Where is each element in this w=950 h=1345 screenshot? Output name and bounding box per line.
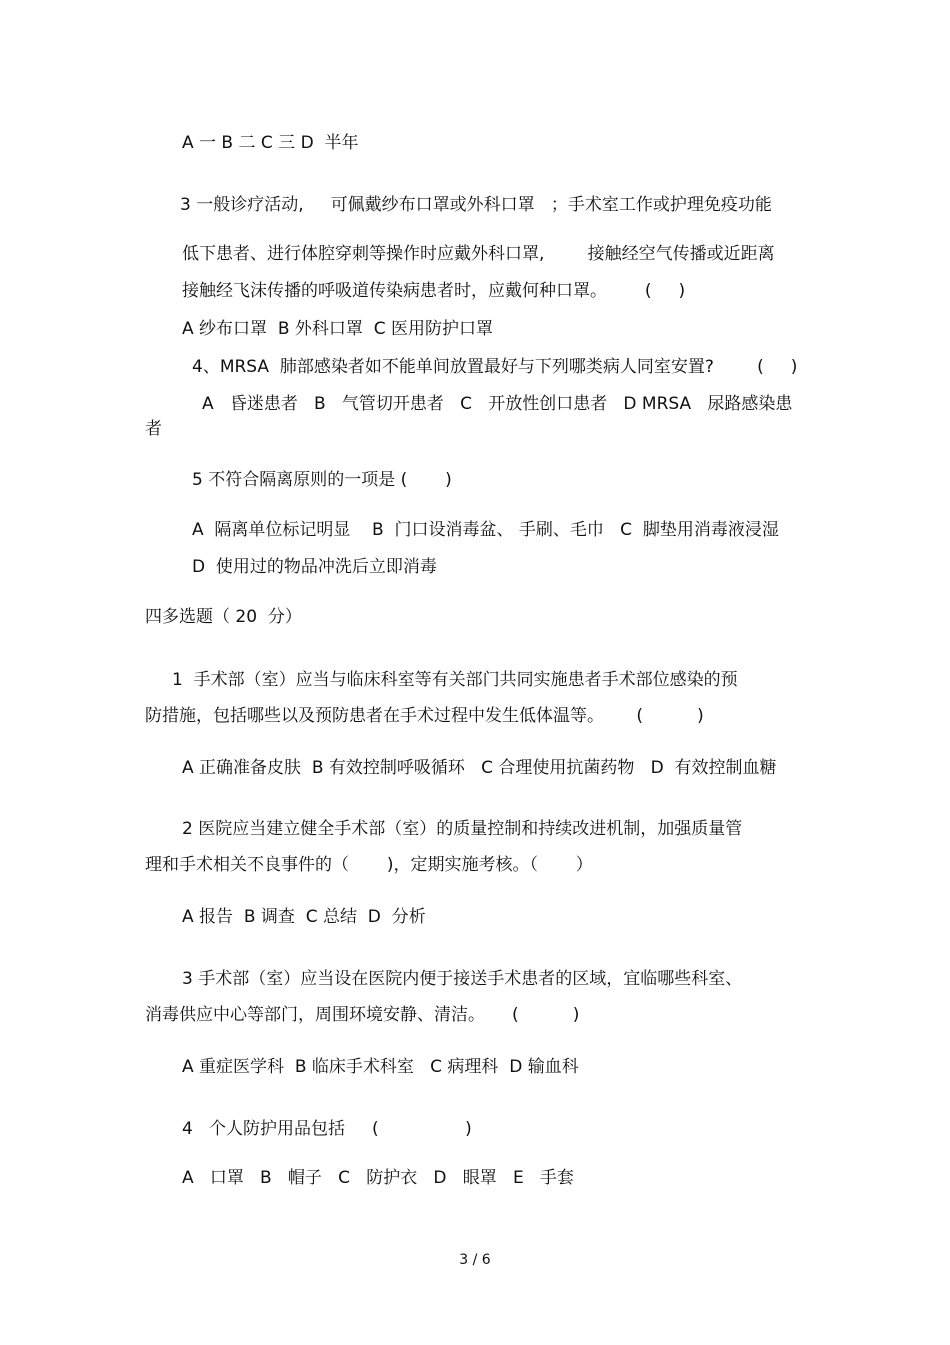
- text-line: A 一 B 二 C 三 D 半年: [182, 133, 359, 153]
- text-line: 防措施，包括哪些以及预防患者在手术过程中发生低体温等。 ( ): [145, 706, 704, 726]
- text-line: 2 医院应当建立健全手术部（室）的质量控制和持续改进机制，加强质量管: [182, 819, 743, 839]
- text-line: 5 不符合隔离原则的一项是 ( ): [192, 470, 452, 490]
- text-line: 者: [145, 419, 162, 439]
- text-line: 接触经飞沫传播的呼吸道传染病患者时，应戴何种口罩。 ( ): [182, 281, 686, 301]
- text-line: A 重症医学科 B 临床手术科室 C 病理科 D 输血科: [182, 1057, 579, 1077]
- text-line: D 使用过的物品冲洗后立即消毒: [192, 557, 437, 577]
- text-line: A 纱布口罩 B 外科口罩 C 医用防护口罩: [182, 319, 493, 339]
- text-line: 理和手术相关不良事件的（ )，定期实施考核。（ ）: [145, 855, 593, 875]
- text-line: 3 一般诊疗活动, 可佩戴纱布口罩或外科口罩 ；手术室工作或护理免疫功能: [180, 195, 772, 215]
- text-line: A 正确准备皮肤 B 有效控制呼吸循环 C 合理使用抗菌药物 D 有效控制血糖: [182, 758, 777, 778]
- text-line: A 隔离单位标记明显 B 门口设消毒盆、 手刷、毛巾 C 脚垫用消毒液浸湿: [192, 520, 779, 540]
- text-line: 1 手术部（室）应当与临床科室等有关部门共同实施患者手术部位感染的预: [172, 670, 738, 690]
- text-line: 4、MRSA 肺部感染者如不能单间放置最好与下列哪类病人同室安置? ( ): [192, 357, 798, 377]
- text-line: 3 手术部（室）应当设在医院内便于接送手术患者的区域，宜临哪些科室、: [182, 969, 743, 989]
- text-line: 低下患者、进行体腔穿刺等操作时应戴外科口罩, 接触经空气传播或近距离: [182, 244, 775, 264]
- text-line: A 口罩 B 帽子 C 防护衣 D 眼罩 E 手套: [182, 1168, 574, 1188]
- text-line: 4 个人防护用品包括 ( ): [182, 1119, 472, 1139]
- section-heading: 四多选题（ 20 分）: [145, 607, 302, 627]
- text-line: A 报告 B 调查 C 总结 D 分析: [182, 907, 426, 927]
- text-line: A 昏迷患者 B 气管切开患者 C 开放性创口患者 D MRSA 尿路感染患: [202, 394, 793, 414]
- page-number: 3 / 6: [459, 1252, 491, 1268]
- text-line: 消毒供应中心等部门，周围环境安静、清洁。 ( ): [145, 1005, 580, 1025]
